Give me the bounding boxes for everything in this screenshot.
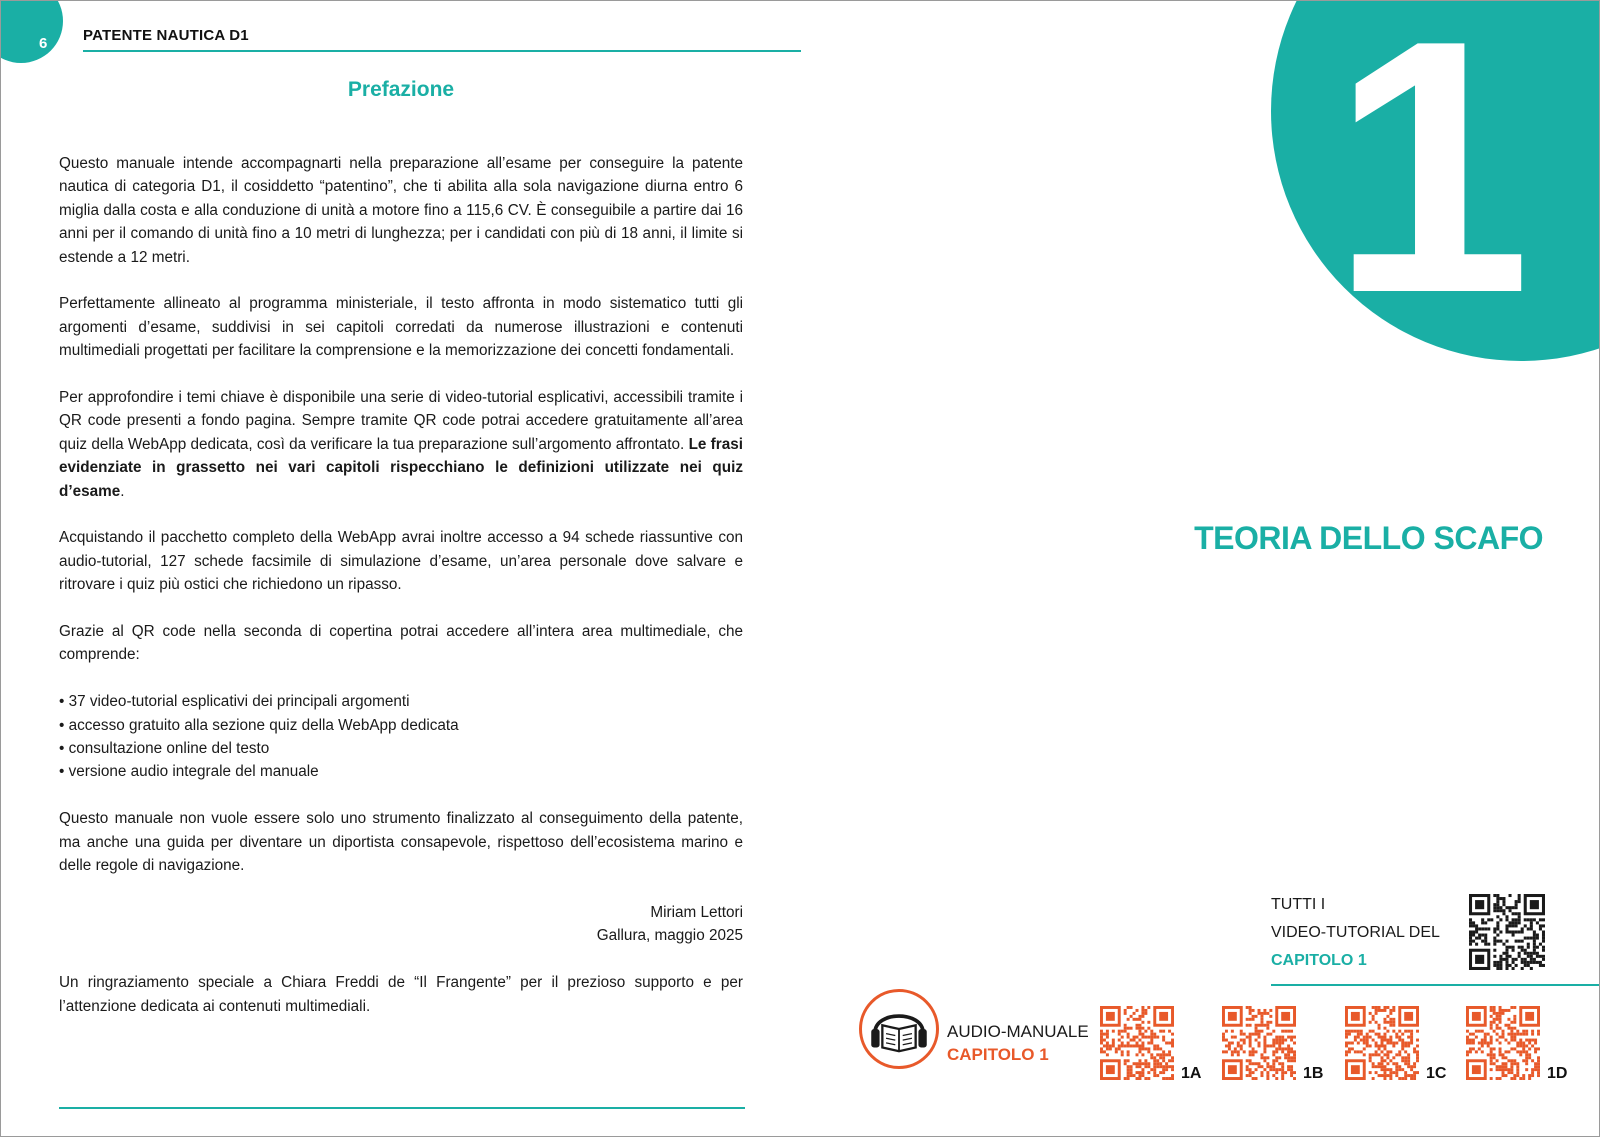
audio-manual-badge[interactable] — [859, 989, 939, 1069]
list-item: • accesso gratuito alla sezione quiz della WebApp dedicata — [59, 714, 743, 737]
video-box-line-2: VIDEO-TUTORIAL DEL — [1271, 924, 1440, 941]
qr-label-1c: 1C — [1426, 1065, 1447, 1082]
paragraph-6: Questo manuale non vuole essere solo uno strumento finalizzato al conseguimento della patente, ma anche una guida per diventare un diportista consapevole, rispettoso dell’ecosistema marino e delle regole di navigazione. — [59, 810, 743, 875]
running-head: PATENTE NAUTICA D1 — [83, 27, 249, 44]
right-page — [801, 1, 1600, 1137]
qr-code-icon — [1469, 894, 1545, 970]
page-number-badge — [0, 0, 63, 63]
headphones-book-icon — [862, 992, 936, 1066]
footer-divider — [59, 1107, 745, 1109]
qr-code-icon — [1221, 1006, 1297, 1080]
qr-code-1c[interactable] — [1344, 1006, 1420, 1080]
paragraph-3 — [59, 386, 743, 503]
video-box-divider — [1271, 984, 1600, 986]
list-item: • versione audio integrale del manuale — [59, 760, 743, 783]
author-name: Miriam Lettori — [650, 903, 743, 921]
paragraph-4: Acquistando il pacchetto completo della WebApp avrai inoltre accesso a 94 schede riassuntive con audio-tutorial, 127 schede facsimile di simulazione d’esame, un’area personale dove salvare e ritrovare i quiz più ostici che richiedono un ripasso. — [59, 529, 743, 594]
list-item: • 37 video-tutorial esplicativi dei principali argomenti — [59, 690, 743, 713]
qr-code-icon — [1344, 1006, 1420, 1080]
paragraph-5: Grazie al QR code nella seconda di copertina potrai accedere all’intera area multimediale, che comprende: — [59, 623, 743, 664]
qr-code-icon — [1099, 1006, 1175, 1080]
header-divider — [83, 50, 801, 52]
acknowledgement: Un ringraziamento speciale a Chiara Freddi de “Il Frangente” per il prezioso supporto e per l’attenzione dedicata ai contenuti multimediali. — [59, 974, 743, 1015]
audio-line-1: AUDIO-MANUALE — [947, 1022, 1089, 1041]
video-box-line-1: TUTTI I — [1271, 896, 1326, 913]
preface-body — [59, 152, 743, 1041]
content-list — [59, 690, 743, 784]
chapter-number: 1 — [1331, 0, 1522, 368]
qr-code-1a[interactable] — [1099, 1006, 1175, 1080]
qr-label-1a: 1A — [1181, 1065, 1202, 1082]
qr-label-1b: 1B — [1303, 1065, 1324, 1082]
audio-manual-label — [947, 1020, 1089, 1066]
video-box-line-3: CAPITOLO 1 — [1271, 952, 1367, 969]
left-page — [1, 1, 801, 1137]
paragraph-3-end: . — [120, 482, 125, 500]
signature — [59, 901, 743, 948]
paragraph-3-text: Per approfondire i temi chiave è disponibile una serie di video-tutorial esplicativi, accessibili tramite i QR code presenti a fondo pagina. Sempre tramite QR code potrai accedere gratuitamente all’area quiz della WebApp dedicata, così da verificare la tua preparazione sull’argomento affrontato. — [59, 389, 743, 453]
qr-label-1d: 1D — [1547, 1065, 1568, 1082]
qr-code-1b[interactable] — [1221, 1006, 1297, 1080]
paragraph-1: Questo manuale intende accompagnarti nella preparazione all’esame per conseguire la patente nautica di categoria D1, il cosiddetto “patentino”, che ti abilita alla sola navigazione diurna entro 6 miglia dalla costa e alla conduzione di unità a motore fino a 115,6 CV. È conseguibile a partire dai 16 anni per il comando di unità fino a 10 metri di lunghezza; per i candidati con più di 18 anni, il limite si estende a 12 metri. — [59, 155, 743, 266]
paragraph-2: Perfettamente allineato al programma ministeriale, il testo affronta in modo sistematico tutti gli argomenti d’esame, suddivisi in sei capitoli corredati da numerose illustrazioni e contenuti multimediali progettati per facilitare la comprensione e la memorizzazione dei concetti fondamentali. — [59, 295, 743, 360]
chapter-title: TEORIA DELLO SCAFO — [1194, 520, 1543, 556]
page-number: 6 — [39, 35, 48, 52]
qr-code-1d[interactable] — [1465, 1006, 1541, 1080]
paragraph-3-bold: Le frasi evidenziate in grassetto nei vari capitoli rispecchiano le definizioni utilizzate nei quiz d’esame — [59, 435, 743, 500]
place-date: Gallura, maggio 2025 — [596, 927, 743, 945]
audio-line-2: CAPITOLO 1 — [947, 1045, 1049, 1064]
list-item: • consultazione online del testo — [59, 737, 743, 760]
qr-code-all-videos[interactable] — [1469, 894, 1545, 970]
qr-code-icon — [1465, 1006, 1541, 1080]
page-title: Prefazione — [347, 78, 455, 101]
video-tutorial-box — [1271, 891, 1440, 975]
